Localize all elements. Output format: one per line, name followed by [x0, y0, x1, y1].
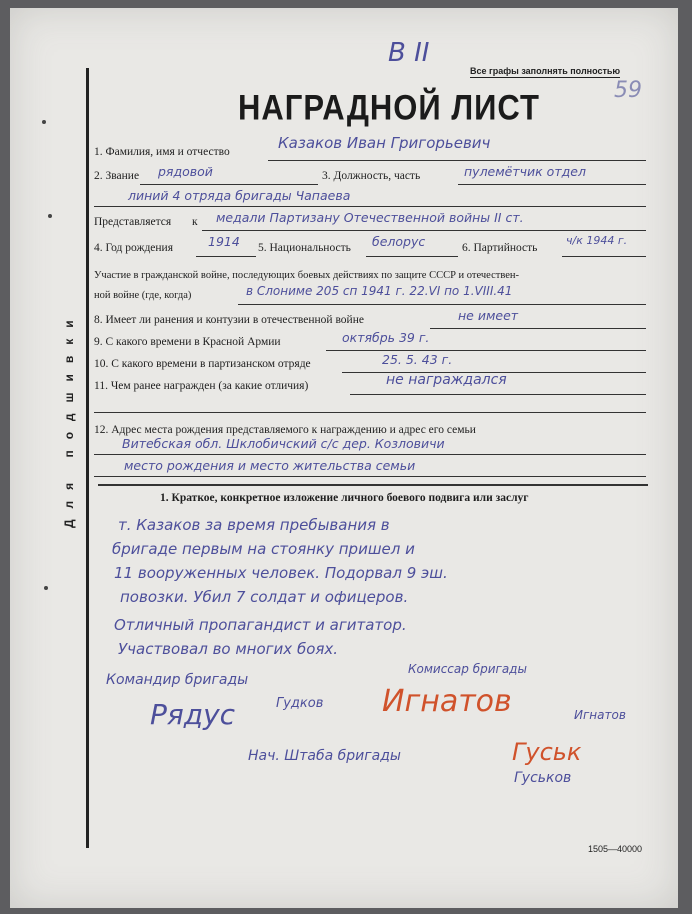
- commissar-label: Комиссар бригады: [408, 662, 527, 676]
- field-9-value: октябрь 39 г.: [342, 330, 430, 345]
- chief-staff-signature: Гуськ: [512, 738, 582, 766]
- field-2-value: рядовой: [158, 164, 213, 179]
- field-10-value: 25. 5. 43 г.: [382, 352, 453, 367]
- represented-label: Представляется: [94, 216, 172, 228]
- participation-label-1: Участие в гражданской войне, последующих боевых действиях по защите СССР и отечествен-: [94, 270, 520, 281]
- commander-signature: Рядус: [150, 698, 236, 731]
- commander-name: Гудков: [276, 696, 324, 711]
- punch-hole: [42, 120, 46, 124]
- narrative-line: повозки. Убил 7 солдат и офицеров.: [120, 588, 409, 606]
- punch-hole: [44, 586, 48, 590]
- field-6-label: 6. Партийность: [462, 242, 538, 254]
- chief-staff-label: Нач. Штаба бригады: [248, 748, 401, 764]
- field-10-label: 10. С какого времени в партизанском отряде: [94, 358, 311, 370]
- field-8-label: 8. Имеет ли ранения и контузии в отечественной войне: [94, 314, 364, 326]
- print-code: 1505—40000: [588, 844, 643, 854]
- field-12-value-2: место рождения и место жительства семьи: [124, 458, 416, 473]
- corner-number: 59: [614, 78, 642, 103]
- fill-instruction: Все графы заполнять полностью: [470, 66, 621, 76]
- field-11-value: не награждался: [386, 372, 507, 388]
- field-3-label: 3. Должность, часть: [322, 170, 421, 182]
- section-1-title: 1. Краткое, конкретное изложение личного боевого подвига или заслуг: [160, 492, 529, 504]
- field-11-label: 11. Чем ранее награжден (за какие отличия): [94, 380, 309, 392]
- field-2-label: 2. Звание: [94, 170, 140, 182]
- commander-label: Командир бригады: [106, 672, 249, 688]
- field-5-value: белорус: [372, 234, 426, 249]
- participation-label-2: ной войне (где, когда): [94, 290, 192, 301]
- narrative-line: Участвовал во многих боях.: [118, 640, 339, 658]
- field-3-continued: линий 4 отряда бригады Чапаева: [128, 188, 351, 203]
- field-4-value: 1914: [208, 234, 240, 249]
- field-12-value-1: Витебская обл. Шклобичский с/с дер. Козловичи: [122, 436, 445, 451]
- field-1-label: 1. Фамилия, имя и отчество: [94, 146, 230, 158]
- punch-hole: [48, 214, 52, 218]
- field-4-label: 4. Год рождения: [94, 242, 173, 254]
- field-8-value: не имеет: [458, 308, 519, 323]
- field-12-label: 12. Адрес места рождения представляемого к награждению и адрес его семьи: [94, 424, 476, 436]
- represented-label-k: к: [192, 216, 198, 228]
- document-title: НАГРАДНОЙ ЛИСТ: [238, 87, 540, 128]
- narrative-line: бригаде первым на стоянку пришел и: [112, 540, 415, 558]
- field-6-value: ч/к 1944 г.: [566, 234, 628, 247]
- margin-line: [86, 68, 89, 848]
- award-sheet: [10, 8, 678, 908]
- participation-value: в Слониме 205 сп 1941 г. 22.VI по 1.VIII.41: [246, 284, 513, 298]
- field-5-label: 5. Национальность: [258, 242, 351, 254]
- corner-mark: В II: [388, 38, 430, 68]
- narrative-line: Отличный пропагандист и агитатор.: [114, 616, 407, 634]
- represented-value: медали Партизану Отечественной войны II ст.: [216, 210, 524, 225]
- narrative-line: т. Казаков за время пребывания в: [118, 516, 390, 534]
- field-3-value: пулемётчик отдел: [464, 164, 586, 179]
- binding-label: Для подшивки: [62, 309, 76, 528]
- commissar-name: Игнатов: [574, 708, 626, 722]
- field-9-label: 9. С какого времени в Красной Армии: [94, 336, 281, 348]
- field-1-value: Казаков Иван Григорьевич: [278, 134, 491, 152]
- narrative-line: 11 вооруженных человек. Подорвал 9 эш.: [114, 564, 448, 582]
- chief-staff-name: Гуськов: [514, 770, 572, 786]
- section-divider: [98, 484, 648, 486]
- commissar-signature: Игнатов: [382, 684, 512, 719]
